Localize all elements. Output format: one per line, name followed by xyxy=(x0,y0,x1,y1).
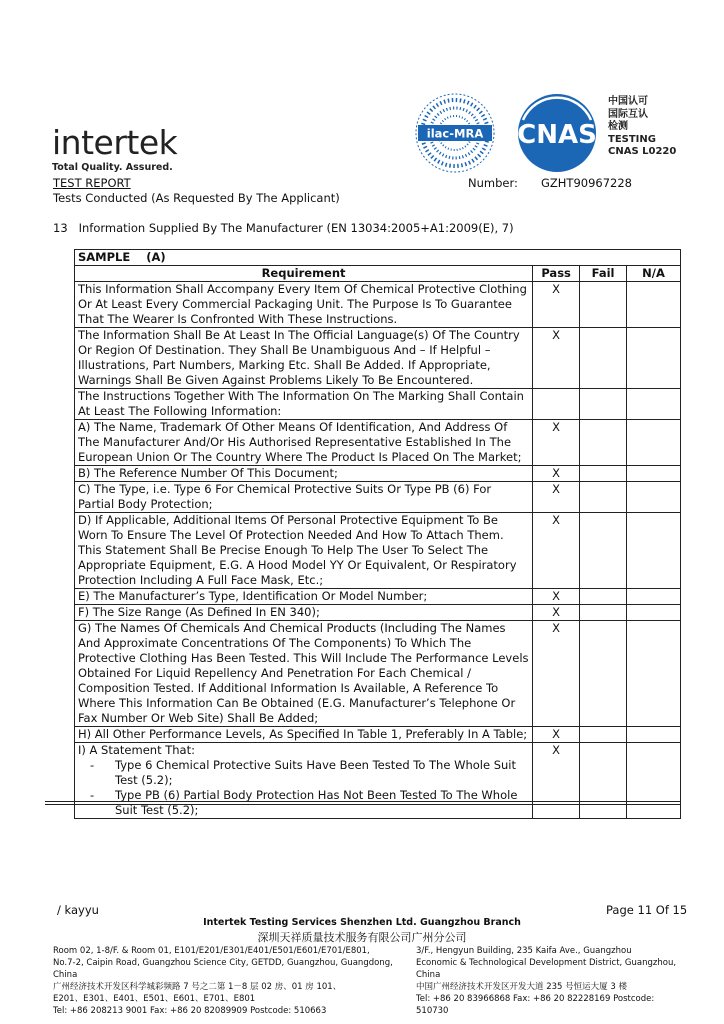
pass-cell: X xyxy=(533,513,580,589)
statement-intro: I) A Statement That: xyxy=(78,743,195,757)
statement-cell xyxy=(75,743,533,819)
fail-cell xyxy=(580,420,627,466)
pass-cell: X xyxy=(533,621,580,727)
table-row xyxy=(75,589,681,605)
address-line: 中国广州经济技术开发区开发大道 235 号恒运大厦 3 楼 xyxy=(416,982,627,992)
requirement-cell: G) The Names Of Chemicals And Chemical Products (Including The Names And Approximate Concentrations Of The Components) To Which The Protective Clothing Has Been Tested. This Will Include The Performance Levels Obtained For Liquid Repellency And Penetration For Each Chemical / Composition Tested. If Additional Information Is Available, A Reference To Where This Information Can Be Obtained (E.G. Manufacturer’s Telephone Or Fax Number Or Web Site) Shall Be Added; xyxy=(75,621,533,727)
pass-cell: X xyxy=(533,605,580,621)
ilac-mra-seal xyxy=(416,94,494,172)
fail-cell xyxy=(580,389,627,420)
na-cell xyxy=(627,743,681,819)
divider-line xyxy=(45,801,681,802)
pass-cell: X xyxy=(533,420,580,466)
fail-cell xyxy=(580,589,627,605)
na-cell xyxy=(627,420,681,466)
address-line: China xyxy=(416,970,441,980)
fail-cell xyxy=(580,513,627,589)
pass-cell xyxy=(533,389,580,420)
pass-cell: X xyxy=(533,589,580,605)
table-row xyxy=(75,743,681,819)
requirement-cell: B) The Reference Number Of This Document; xyxy=(75,466,533,482)
requirement-cell: C) The Type, i.e. Type 6 For Chemical Protective Suits Or Type PB (6) For Partial Body Protection; xyxy=(75,482,533,513)
bullet-dash: - xyxy=(90,758,95,772)
address-line: Tel: +86 20 83966868 Fax: +86 20 82228169 Postcode: 510730 xyxy=(416,994,655,1016)
na-cell xyxy=(627,589,681,605)
address-line: E201、E301、E401、E501、E601、E701、E801 xyxy=(53,994,256,1004)
fail-cell xyxy=(580,466,627,482)
fail-cell xyxy=(580,282,627,328)
footer-company: Intertek Testing Services Shenzhen Ltd. Guangzhou Branch xyxy=(203,917,521,928)
address-line: Economic & Technological Development District, Guangzhou, xyxy=(416,958,677,968)
address-line: Room 02, 1-8/F. & Room 01, E101/E201/E301/E401/E501/E601/E701/E801, xyxy=(53,946,370,956)
table-row xyxy=(75,282,681,328)
logo-tagline: Total Quality. Assured. xyxy=(52,162,173,173)
address-line: Tel: +86 208213 9001 Fax: +86 20 82089909 Postcode: 510663 xyxy=(53,1006,327,1016)
cert-line: CNAS L0220 xyxy=(608,146,677,157)
col-na: N/A xyxy=(627,266,681,282)
footer-address-left xyxy=(53,945,413,1017)
sample-row xyxy=(75,250,681,266)
col-pass: Pass xyxy=(533,266,580,282)
section-title: 13 Information Supplied By The Manufacturer (EN 13034:2005+A1:2009(E), 7) xyxy=(53,221,514,235)
bullet-text: Type 6 Chemical Protective Suits Have Been Tested To The Whole Suit Test (5.2); xyxy=(115,758,516,787)
na-cell xyxy=(627,466,681,482)
cert-line: 中国认可 xyxy=(608,96,648,107)
cert-line: 国际互认 xyxy=(608,108,648,120)
table-row xyxy=(75,420,681,466)
requirement-cell: E) The Manufacturer’s Type, Identification Or Model Number; xyxy=(75,589,533,605)
signature: / kayyu xyxy=(57,903,99,917)
table-row xyxy=(75,605,681,621)
bullet-text: Type PB (6) Partial Body Protection Has Not Been Tested To The Whole Suit Test (5.2); xyxy=(115,788,518,817)
pass-cell: X xyxy=(533,482,580,513)
requirement-cell: The Information Shall Be At Least In The Official Language(s) Of The Country Or Region Of Destination. They Shall Be Unambiguous And – If Helpful – Illustrations, Part Numbers, Marking Etc. Shall Be Added. If Appropriate, Warnings Shall Be Given Against Problems Likely To Be Encountered. xyxy=(75,328,533,389)
requirement-cell: D) If Applicable, Additional Items Of Personal Protective Equipment To Be Worn To Ensure The Level Of Protection Needed And How To Attach Them. This Statement Shall Be Precise Enough To Help The User To Select The Appropriate Equipment, E.G. A Hood Model YY Or Equivalent, Or Respiratory Protection Including A Full Face Mask, Etc.; xyxy=(75,513,533,589)
fail-cell xyxy=(580,328,627,389)
pass-cell: X xyxy=(533,282,580,328)
requirement-cell: The Instructions Together With The Information On The Marking Shall Contain At Least The Following Information: xyxy=(75,389,533,420)
na-cell xyxy=(627,282,681,328)
statement-bullet xyxy=(78,758,529,788)
requirements-table xyxy=(74,249,681,819)
fail-cell xyxy=(580,605,627,621)
ilac-text: ilac-MRA xyxy=(426,126,484,141)
intertek-logo xyxy=(52,125,177,173)
cert-line: TESTING xyxy=(608,133,656,145)
requirement-cell: F) The Size Range (As Defined In EN 340); xyxy=(75,605,533,621)
logo-wordmark: intertek xyxy=(52,123,178,162)
page-number: Page 11 Of 15 xyxy=(606,903,688,917)
na-cell xyxy=(627,513,681,589)
address-line: No.7-2, Caipin Road, Guangzhou Science City, GETDD, Guangzhou, Guangdong, China xyxy=(53,958,393,980)
bullet-dash: - xyxy=(90,788,95,802)
na-cell xyxy=(627,389,681,420)
table-row xyxy=(75,621,681,727)
col-requirement: Requirement xyxy=(75,266,533,282)
report-number: GZHT90967228 xyxy=(541,176,632,190)
requirements-body xyxy=(75,282,681,743)
fail-cell xyxy=(580,621,627,727)
na-cell xyxy=(627,482,681,513)
pass-cell: X xyxy=(533,328,580,389)
fail-cell xyxy=(580,743,627,819)
sample-label: SAMPLE (A) xyxy=(75,250,681,266)
fail-cell xyxy=(580,482,627,513)
col-fail: Fail xyxy=(580,266,627,282)
na-cell xyxy=(627,328,681,389)
na-cell xyxy=(627,621,681,727)
cnas-text: CNAS xyxy=(517,120,597,150)
address-line: 3/F., Hengyun Building, 235 Kaifa Ave., Guangzhou xyxy=(416,946,632,956)
address-line: 广州经济技术开发区科学城彩频路 7 号之二第 1－8 层 02 房、01 房 101、 xyxy=(53,982,342,992)
cert-info xyxy=(608,96,676,159)
cert-line: 检测 xyxy=(608,121,628,132)
requirement-cell: H) All Other Performance Levels, As Specified In Table 1, Preferably In A Table; xyxy=(75,727,533,743)
na-cell xyxy=(627,727,681,743)
table-row xyxy=(75,389,681,420)
divider-line xyxy=(45,804,681,805)
table-row xyxy=(75,466,681,482)
fail-cell xyxy=(580,727,627,743)
pass-cell: X xyxy=(533,466,580,482)
report-title: TEST REPORT xyxy=(53,176,131,190)
requirement-cell: A) The Name, Trademark Of Other Means Of Identification, And Address Of The Manufacturer And/Or His Authorised Representative Established In The European Union Or The Country Where The Product Is Placed On The Market; xyxy=(75,420,533,466)
table-row xyxy=(75,727,681,743)
cnas-seal xyxy=(517,94,597,172)
footer-company-cn: 深圳天祥质量技术服务有限公司广州分公司 xyxy=(257,931,467,944)
tests-conducted: Tests Conducted (As Requested By The Applicant) xyxy=(53,191,340,205)
table-row xyxy=(75,482,681,513)
table-row xyxy=(75,513,681,589)
table-header-row xyxy=(75,266,681,282)
statement-bullet xyxy=(78,788,529,818)
pass-cell: X xyxy=(533,727,580,743)
table-row xyxy=(75,328,681,389)
requirement-cell: This Information Shall Accompany Every Item Of Chemical Protective Clothing Or At Least Every Commercial Packaging Unit. The Purpose Is To Guarantee That The Wearer Is Confronted With These Instructions. xyxy=(75,282,533,328)
pass-cell: X xyxy=(533,743,580,819)
number-label: Number: xyxy=(468,176,518,190)
footer-address-right xyxy=(416,945,686,1017)
accreditation-marks xyxy=(415,92,605,174)
na-cell xyxy=(627,605,681,621)
